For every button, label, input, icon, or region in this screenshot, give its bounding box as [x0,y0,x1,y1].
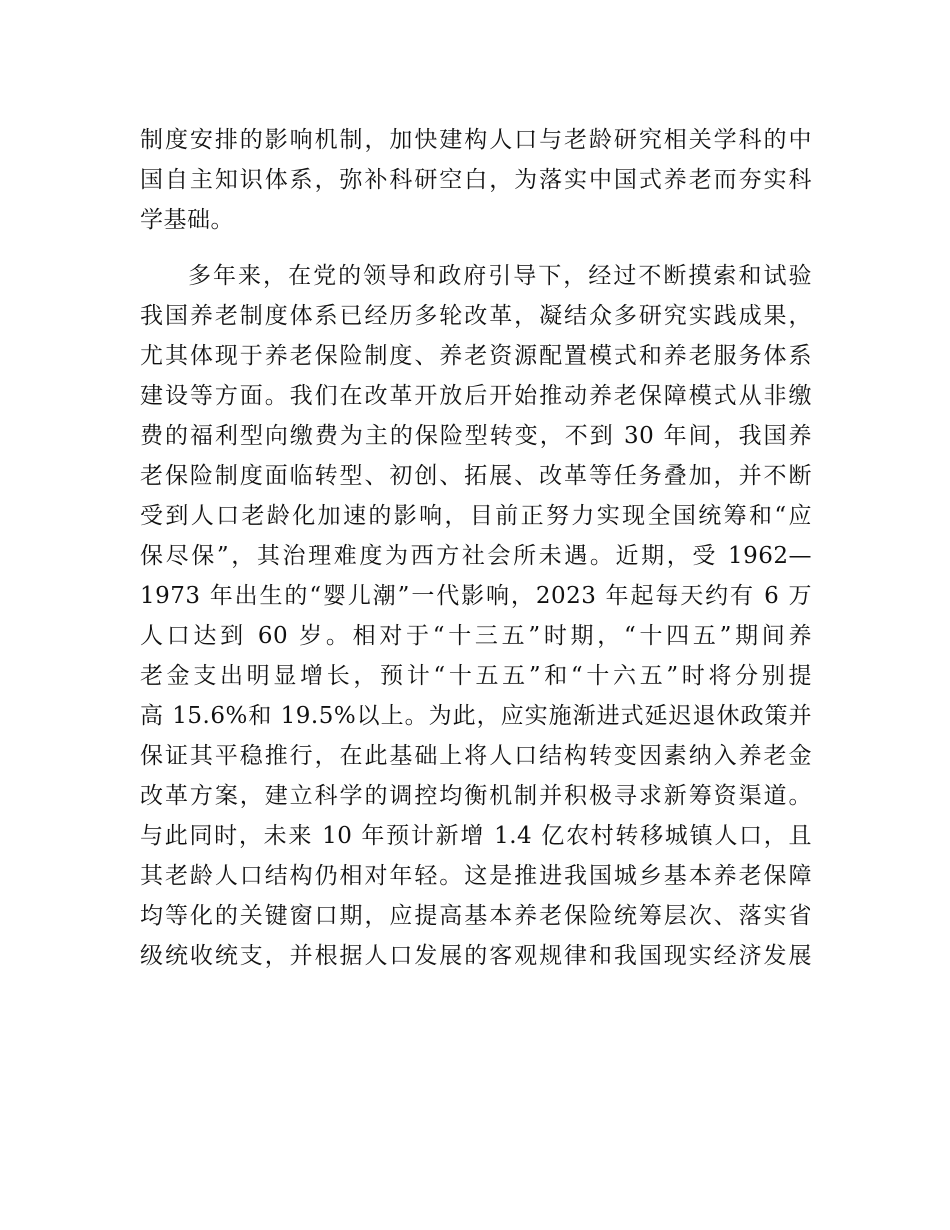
paragraph-2-line-17: 均等化的关键窗口期，应提高基本养老保险统筹层次、落实省 [140,903,812,929]
paragraph-2-line-10: 人口达到 60 岁。相对于“十三五”时期，“十四五”期间养 [140,623,812,649]
paragraph-2-line-3: 尤其体现于养老保险制度、养老资源配置模式和养老服务体系 [140,343,812,369]
paragraph-1-line-1: 制度安排的影响机制，加快建构人口与老龄研究相关学科的中 [140,127,812,153]
paragraph-2-line-4: 建设等方面。我们在改革开放后开始推动养老保障模式从非缴 [140,383,812,409]
paragraph-2-line-9: 1973 年出生的“婴儿潮”一代影响，2023 年起每天约有 6 万 [140,583,812,609]
paragraph-2-line-8: 保尽保”，其治理难度为西方社会所未遇。近期，受 1962— [140,543,812,569]
paragraph-1-line-3: 学基础。 [140,207,234,233]
paragraph-2-line-5: 费的福利型向缴费为主的保险型转变，不到 30 年间，我国养 [140,423,812,449]
paragraph-2-line-15: 与此同时，未来 10 年预计新增 1.4 亿农村转移城镇人口，且 [140,823,812,849]
paragraph-1-line-2: 国自主知识体系，弥补科研空白，为落实中国式养老而夯实科 [140,167,812,193]
paragraph-2-line-7: 受到人口老龄化加速的影响，目前正努力实现全国统筹和“应 [140,503,812,529]
paragraph-2-line-13: 保证其平稳推行，在此基础上将人口结构转变因素纳入养老金 [140,743,812,769]
paragraph-2-line-16: 其老龄人口结构仍相对年轻。这是推进我国城乡基本养老保障 [140,863,812,889]
paragraph-2-line-2: 我国养老制度体系已经历多轮改革，凝结众多研究实践成果， [140,303,812,329]
paragraph-2-line-11: 老金支出明显增长，预计“十五五”和“十六五”时将分别提 [140,663,812,689]
paragraph-2-line-18: 级统收统支，并根据人口发展的客观规律和我国现实经济发展 [140,943,812,969]
paragraph-2-line-1: 多年来，在党的领导和政府引导下，经过不断摸索和试验 [188,263,812,289]
paragraph-2-line-12: 高 15.6%和 19.5%以上。为此，应实施渐进式延迟退休政策并 [140,703,812,729]
paragraph-2-line-6: 老保险制度面临转型、初创、拓展、改革等任务叠加，并不断 [140,463,812,489]
paragraph-2-line-14: 改革方案，建立科学的调控均衡机制并积极寻求新筹资渠道。 [140,783,812,809]
